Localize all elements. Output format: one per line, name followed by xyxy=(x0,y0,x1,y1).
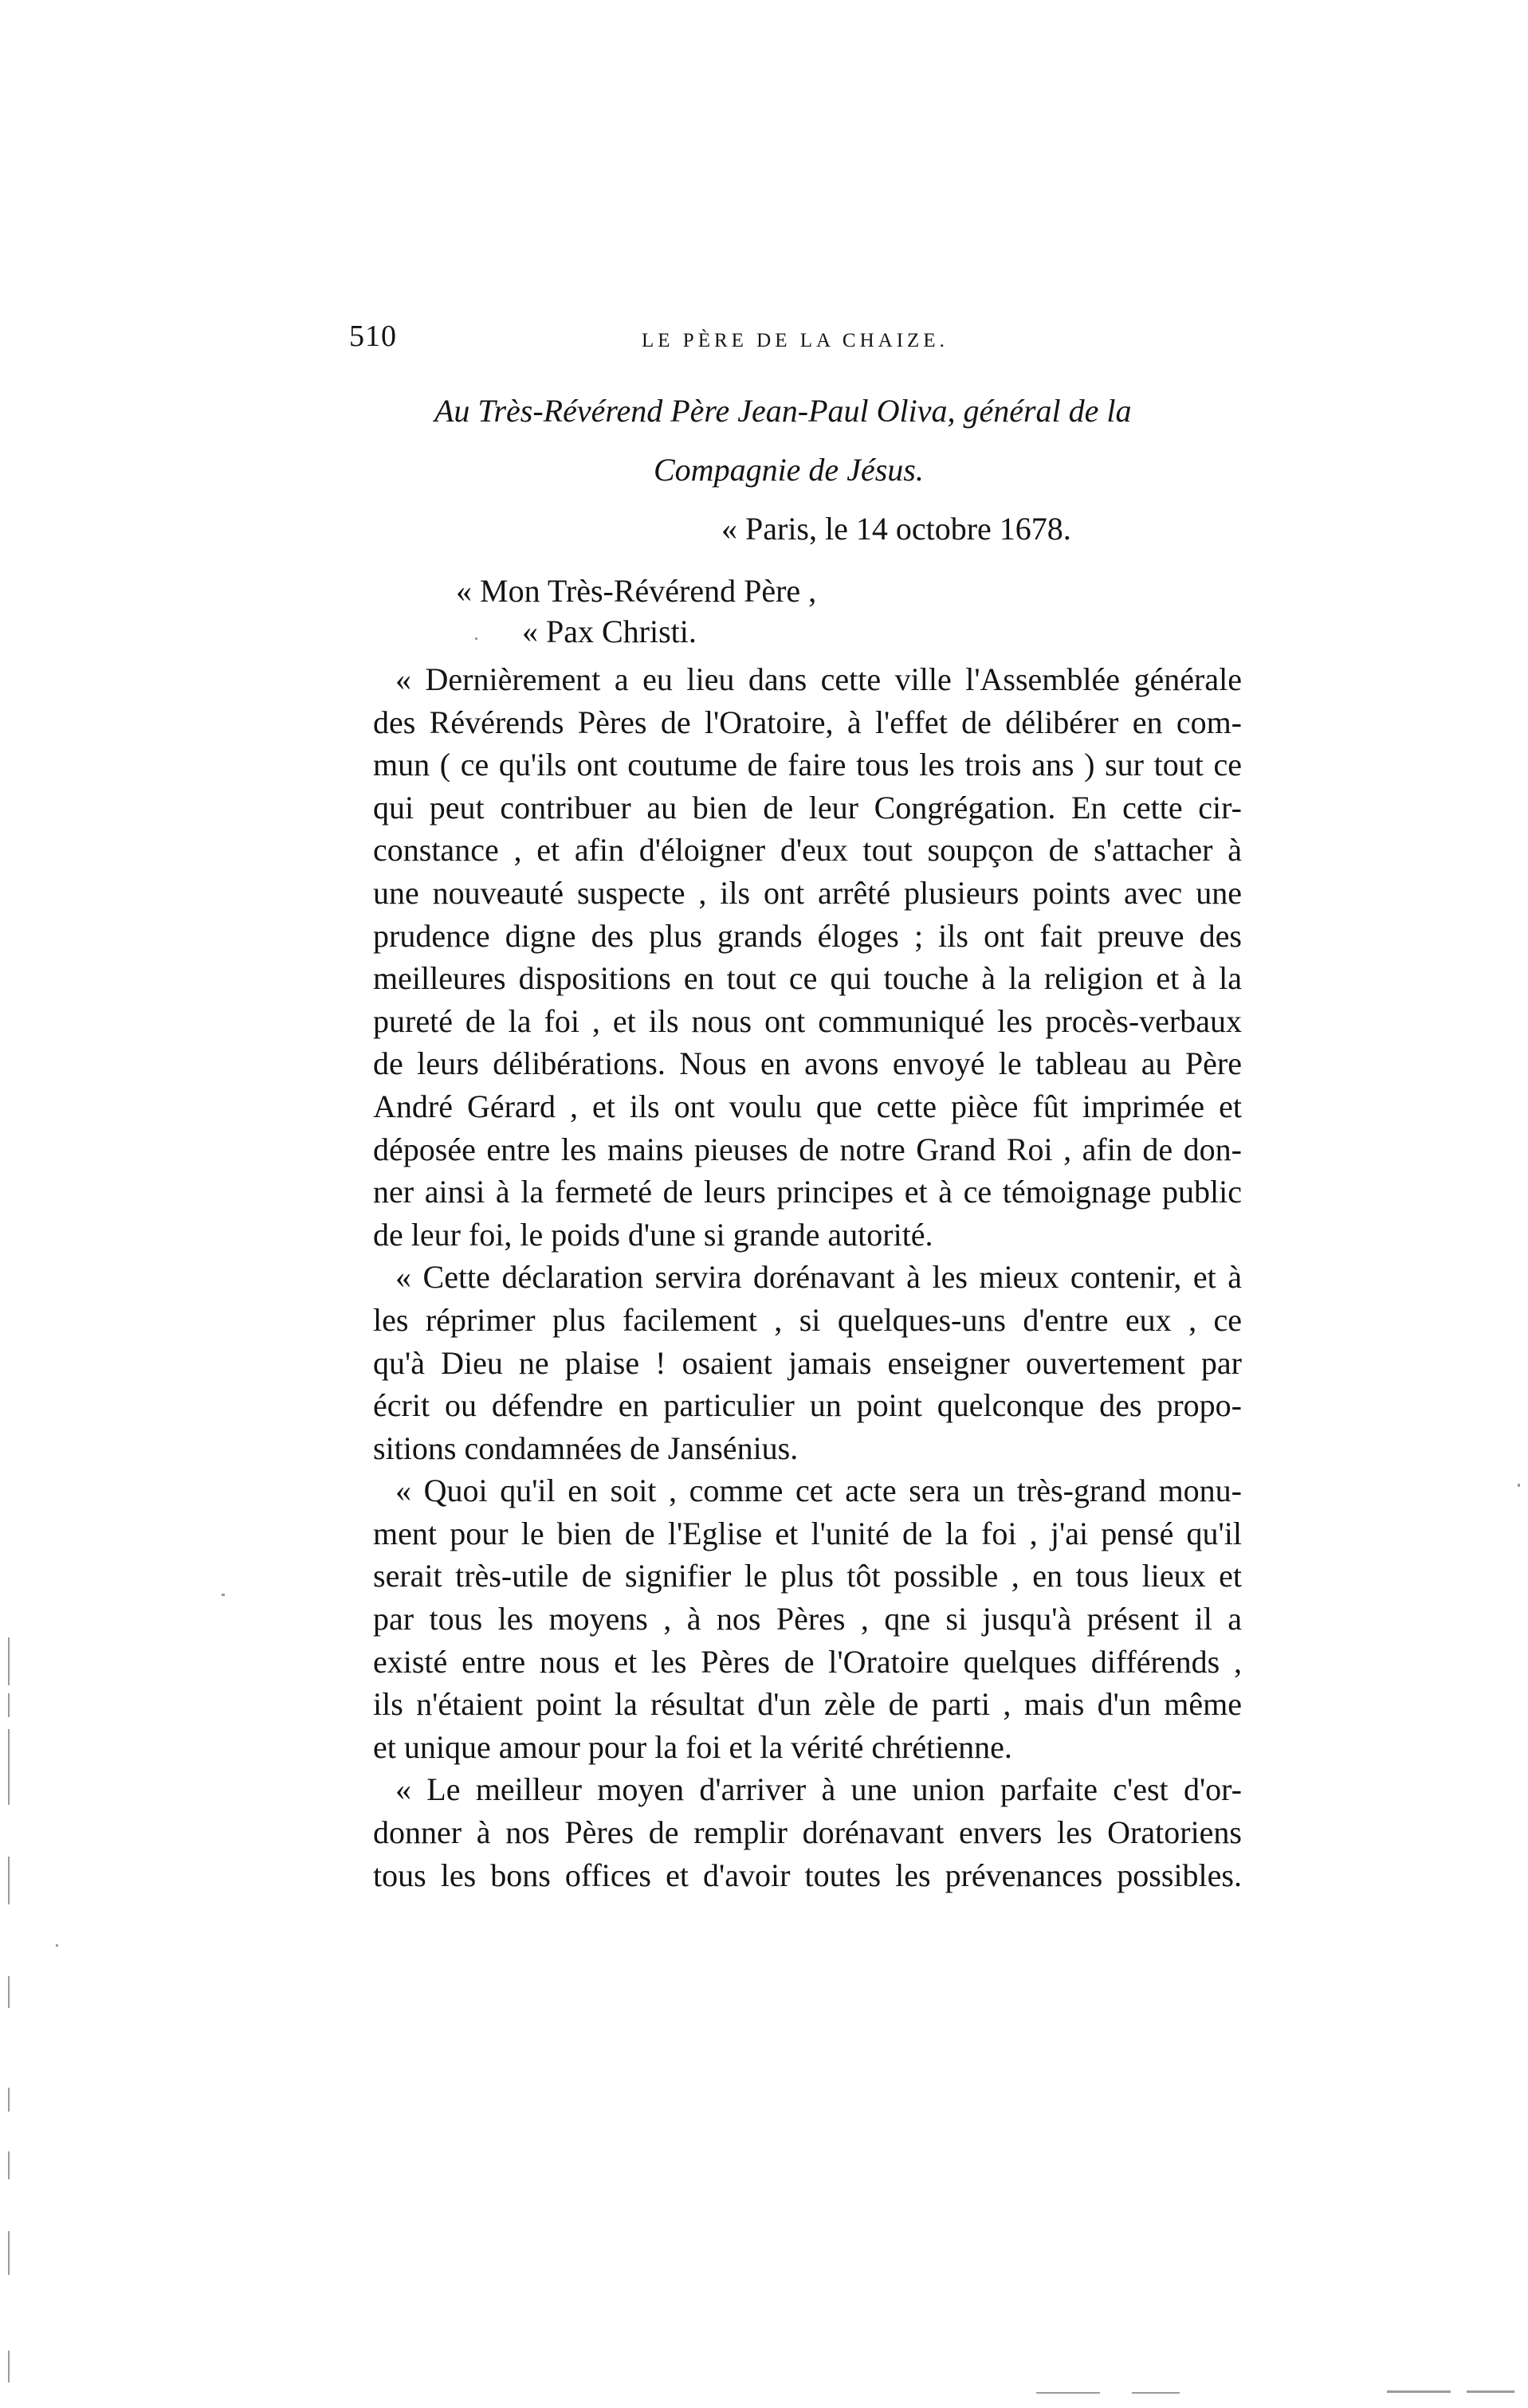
body-line: « Cette déclaration servira dorénavant à les mieux contenir, et à xyxy=(395,1259,1242,1296)
body-line: et unique amour pour la foi et la vérité chrétienne. xyxy=(373,1728,1012,1765)
body-line: « Le meilleur moyen d'arriver à une union parfaite c'est d'or- xyxy=(395,1771,1242,1808)
scan-artifact xyxy=(1518,1484,1520,1487)
scan-artifact xyxy=(8,1729,10,1805)
body-line: serait très-utile de signifier le plus tôt possible , en tous lieux et xyxy=(373,1558,1242,1594)
scan-artifact xyxy=(1467,2390,1514,2393)
body-line: ner ainsi à la fermeté de leurs principes et à ce témoignage public xyxy=(373,1174,1242,1210)
scan-artifact xyxy=(8,1976,10,2008)
letter-address-line-2: Compagnie de Jésus. xyxy=(654,452,924,488)
body-line: « Quoi qu'il en soit , comme cet acte sera un très-grand monu- xyxy=(395,1473,1242,1509)
scan-artifact xyxy=(8,2151,10,2179)
running-head: LE PÈRE DE LA CHAIZE. xyxy=(642,330,949,351)
body-line: existé entre nous et les Pères de l'Oratoire quelques différends , xyxy=(373,1643,1242,1680)
scan-artifact xyxy=(1387,2390,1451,2393)
body-line: des Révérends Pères de l'Oratoire, à l'effet de délibérer en com- xyxy=(373,704,1242,740)
body-line: déposée entre les mains pieuses de notre Grand Roi , afin de don- xyxy=(373,1131,1242,1167)
body-line: de leur foi, le poids d'une si grande autorité. xyxy=(373,1216,933,1253)
body-line: constance , et afin d'éloigner d'eux tout soupçon de s'attacher à xyxy=(373,832,1242,869)
scan-artifact xyxy=(8,1693,10,1717)
body-line: écrit ou défendre en particulier un point quelconque des propo- xyxy=(373,1387,1242,1424)
body-line: tous les bons offices et d'avoir toutes les prévenances possibles. xyxy=(373,1857,1242,1893)
scan-artifact xyxy=(56,1944,58,1947)
letter-address-line-1: Au Très-Révérend Père Jean-Paul Oliva, général de la xyxy=(434,393,1132,429)
scan-artifact xyxy=(1036,2392,1100,2394)
body-line: une nouveauté suspecte , ils ont arrêté plusieurs points avec une xyxy=(373,874,1242,911)
letter-salutation: « Mon Très-Révérend Père , xyxy=(456,573,817,609)
body-line: meilleures dispositions en tout ce qui touche à la religion et à la xyxy=(373,960,1242,997)
body-line: les réprimer plus facilement , si quelques-uns d'entre eux , ce xyxy=(373,1301,1242,1338)
scan-artifact xyxy=(8,2231,10,2275)
body-line: sitions condamnées de Jansénius. xyxy=(373,1430,799,1466)
page-header xyxy=(349,319,1250,367)
body-line: ils n'étaient point la résultat d'un zèle de parti , mais d'un même xyxy=(373,1686,1242,1723)
body-line: « Dernièrement a eu lieu dans cette ville l'Assemblée générale xyxy=(395,661,1242,697)
scan-artifact xyxy=(1132,2392,1180,2394)
scan-artifact xyxy=(8,2351,10,2383)
body-line: pureté de la foi , et ils nous ont communiqué les procès-verbaux xyxy=(373,1002,1242,1039)
letter-greeting: « Pax Christi. xyxy=(522,614,697,649)
body-line: qu'à Dieu ne plaise ! osaient jamais enseigner ouvertement par xyxy=(373,1344,1242,1381)
body-line: prudence digne des plus grands éloges ; ils ont fait preuve des xyxy=(373,917,1242,954)
scan-artifact xyxy=(222,1594,225,1596)
page-number: 510 xyxy=(349,320,397,353)
letter-dateline: « Paris, le 14 octobre 1678. xyxy=(721,511,1071,547)
body-line: André Gérard , et ils ont voulu que cette pièce fût imprimée et xyxy=(373,1088,1242,1124)
scan-artifact xyxy=(8,1857,10,1904)
scan-artifact xyxy=(8,1637,10,1685)
body-line: donner à nos Pères de remplir dorénavant envers les Oratoriens xyxy=(373,1814,1242,1851)
scan-artifact xyxy=(8,2088,10,2112)
letter-body xyxy=(373,658,1242,1896)
body-line: qui peut contribuer au bien de leur Congrégation. En cette cir- xyxy=(373,789,1242,826)
body-line: par tous les moyens , à nos Pères , qne si jusqu'à présent il a xyxy=(373,1601,1242,1637)
body-line: mun ( ce qu'ils ont coutume de faire tous les trois ans ) sur tout ce xyxy=(373,747,1242,783)
scan-artifact xyxy=(475,637,477,640)
body-line: ment pour le bien de l'Eglise et l'unité de la foi , j'ai pensé qu'il xyxy=(373,1515,1242,1551)
body-line: de leurs délibérations. Nous en avons envoyé le tableau au Père xyxy=(373,1045,1242,1082)
